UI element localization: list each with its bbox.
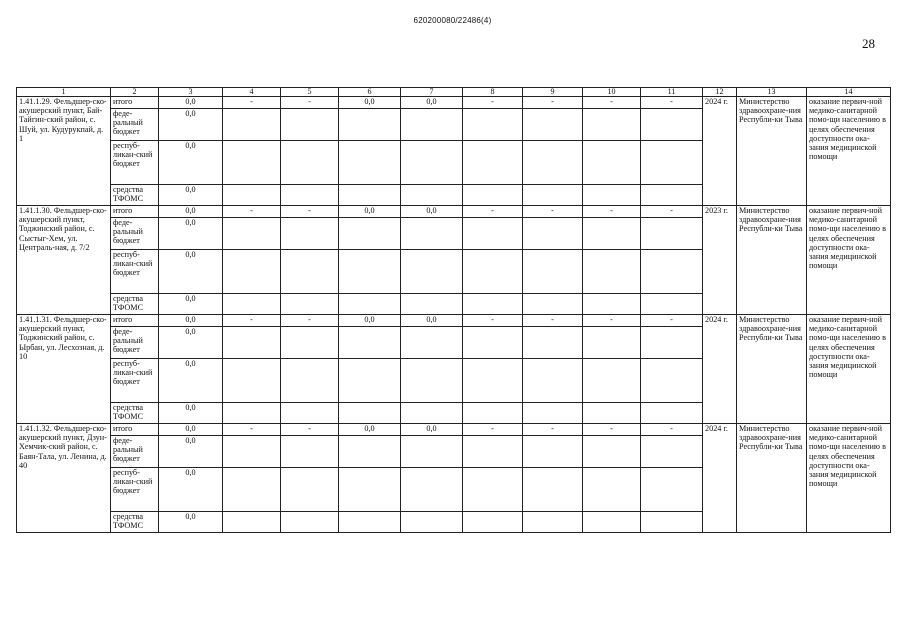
amount-cell: 0,0 [159,109,223,141]
empty-cell [583,141,641,185]
amount-cell: 0,0 [339,315,401,327]
amount-cell: 0,0 [159,468,223,512]
empty-cell [339,218,401,250]
amount-cell: - [583,206,641,218]
empty-cell [523,403,583,424]
amount-cell: 0,0 [339,424,401,436]
empty-cell [523,468,583,512]
amount-cell: - [223,315,281,327]
empty-cell [641,141,703,185]
amount-cell: - [281,97,339,109]
year-cell: 2023 г. [703,206,737,315]
empty-cell [339,250,401,294]
amount-cell: - [281,206,339,218]
header-cell: 6 [339,88,401,97]
empty-cell [523,141,583,185]
amount-cell: - [223,97,281,109]
source-label-itogo: итого [111,206,159,218]
empty-cell [583,359,641,403]
empty-cell [223,512,281,533]
source-label-tfoms: средства ТФОМС [111,403,159,424]
empty-cell [463,403,523,424]
object-name-cell: 1.41.1.32. Фельдшер-ско-акушерский пункт, Дзун-Хемчик-ский район, с. Баян-Тала, ул. Ленина, д. 40 [17,424,111,533]
amount-cell: - [641,97,703,109]
source-label-fed: феде-ральный бюджет [111,436,159,468]
empty-cell [223,294,281,315]
empty-cell [339,512,401,533]
header-cell: 7 [401,88,463,97]
empty-cell [641,294,703,315]
empty-cell [583,185,641,206]
empty-cell [523,294,583,315]
empty-cell [401,327,463,359]
amount-cell: - [523,97,583,109]
empty-cell [641,109,703,141]
empty-cell [641,512,703,533]
empty-cell [401,185,463,206]
amount-cell: - [463,206,523,218]
amount-cell: - [583,424,641,436]
header-cell: 3 [159,88,223,97]
empty-cell [401,512,463,533]
empty-cell [401,436,463,468]
amount-cell: 0,0 [159,294,223,315]
empty-cell [641,468,703,512]
empty-cell [339,468,401,512]
amount-cell: - [641,424,703,436]
empty-cell [523,250,583,294]
amount-cell: 0,0 [159,141,223,185]
amount-cell: - [641,315,703,327]
empty-cell [339,185,401,206]
amount-cell: 0,0 [159,327,223,359]
amount-cell: - [583,97,641,109]
amount-cell: - [281,424,339,436]
empty-cell [281,185,339,206]
empty-cell [463,141,523,185]
amount-cell: - [523,206,583,218]
header-cell: 10 [583,88,641,97]
empty-cell [641,359,703,403]
source-label-resp: респуб-ликан-ский бюджет [111,468,159,512]
amount-cell: 0,0 [401,424,463,436]
empty-cell [339,141,401,185]
empty-cell [281,436,339,468]
amount-cell: - [463,424,523,436]
empty-cell [339,109,401,141]
empty-cell [463,327,523,359]
empty-cell [281,468,339,512]
table-row [17,206,891,218]
empty-cell [339,327,401,359]
document-id: 620200080/22486(4) [413,16,492,25]
table-row [17,97,891,109]
empty-cell [583,512,641,533]
source-label-tfoms: средства ТФОМС [111,185,159,206]
empty-cell [463,250,523,294]
source-label-itogo: итого [111,424,159,436]
object-name-cell: 1.41.1.30. Фельдшер-ско-акушерский пункт, Тоджинский район, с. Сыстыг-Хем, ул. Централь-ная, д. 7/2 [17,206,111,315]
source-label-resp: респуб-ликан-ский бюджет [111,359,159,403]
empty-cell [523,327,583,359]
header-cell: 2 [111,88,159,97]
amount-cell: - [463,97,523,109]
purpose-cell: оказание первич-ной медико-санитарной помо-щи населению в целях обеспечения доступности ока-зания медицинской помощи [807,97,891,206]
amount-cell: - [523,424,583,436]
header-cell: 9 [523,88,583,97]
amount-cell: 0,0 [401,97,463,109]
empty-cell [223,403,281,424]
empty-cell [463,185,523,206]
header-cell: 14 [807,88,891,97]
empty-cell [523,359,583,403]
amount-cell: - [281,315,339,327]
empty-cell [641,327,703,359]
year-cell: 2024 г. [703,315,737,424]
empty-cell [281,294,339,315]
empty-cell [223,109,281,141]
empty-cell [339,436,401,468]
empty-cell [281,250,339,294]
empty-cell [463,294,523,315]
empty-cell [223,436,281,468]
table-row [17,424,891,436]
empty-cell [281,403,339,424]
empty-cell [523,512,583,533]
amount-cell: - [223,206,281,218]
amount-cell: 0,0 [159,97,223,109]
amount-cell: 0,0 [159,250,223,294]
empty-cell [583,436,641,468]
empty-cell [223,141,281,185]
empty-cell [401,250,463,294]
empty-cell [641,436,703,468]
empty-cell [281,109,339,141]
object-name-cell: 1.41.1.31. Фельдшер-ско-акушерский пункт, Тоджинский район, с. Ырбан, ул. Лесхозная, д. 10 [17,315,111,424]
empty-cell [401,294,463,315]
amount-cell: - [583,315,641,327]
amount-cell: 0,0 [159,206,223,218]
empty-cell [523,218,583,250]
source-label-itogo: итого [111,315,159,327]
empty-cell [223,185,281,206]
page-number: 28 [862,36,875,51]
empty-cell [641,250,703,294]
amount-cell: 0,0 [159,403,223,424]
program-table [16,87,891,533]
empty-cell [281,327,339,359]
ministry-cell: Министерство здравоохране-ния Республи-ки Тыва [737,97,807,206]
amount-cell: - [641,206,703,218]
empty-cell [583,294,641,315]
empty-cell [401,403,463,424]
header-cell: 8 [463,88,523,97]
amount-cell: 0,0 [159,218,223,250]
empty-cell [523,436,583,468]
empty-cell [463,109,523,141]
amount-cell: 0,0 [339,206,401,218]
purpose-cell: оказание первич-ной медико-санитарной помо-щи населению в целях обеспечения доступности ока-зания медицинской помощи [807,315,891,424]
amount-cell: 0,0 [159,185,223,206]
amount-cell: - [223,424,281,436]
source-label-fed: феде-ральный бюджет [111,218,159,250]
amount-cell: 0,0 [339,97,401,109]
empty-cell [463,512,523,533]
amount-cell: 0,0 [159,359,223,403]
ministry-cell: Министерство здравоохране-ния Республи-ки Тыва [737,424,807,533]
empty-cell [641,218,703,250]
empty-cell [641,185,703,206]
amount-cell: 0,0 [159,512,223,533]
header-cell: 13 [737,88,807,97]
empty-cell [641,403,703,424]
empty-cell [281,359,339,403]
empty-cell [463,359,523,403]
amount-cell: - [463,315,523,327]
empty-cell [523,185,583,206]
source-label-fed: феде-ральный бюджет [111,109,159,141]
empty-cell [583,250,641,294]
source-label-itogo: итого [111,97,159,109]
empty-cell [583,403,641,424]
object-name-cell: 1.41.1.29. Фельдшер-ско-акушерский пункт, Бай-Тайгин-ский район, с. Шуй, ул. Кудурукпай, д. 1 [17,97,111,206]
header-cell: 12 [703,88,737,97]
empty-cell [463,436,523,468]
empty-cell [583,109,641,141]
source-label-tfoms: средства ТФОМС [111,294,159,315]
empty-cell [339,294,401,315]
empty-cell [281,141,339,185]
empty-cell [583,218,641,250]
empty-cell [583,327,641,359]
amount-cell: 0,0 [159,424,223,436]
empty-cell [401,109,463,141]
empty-cell [401,218,463,250]
amount-cell: 0,0 [159,315,223,327]
source-label-fed: феде-ральный бюджет [111,327,159,359]
source-label-resp: респуб-ликан-ский бюджет [111,141,159,185]
amount-cell: - [523,315,583,327]
empty-cell [401,141,463,185]
empty-cell [281,512,339,533]
empty-cell [223,468,281,512]
purpose-cell: оказание первич-ной медико-санитарной помо-щи населению в целях обеспечения доступности ока-зания медицинской помощи [807,206,891,315]
empty-cell [401,468,463,512]
empty-cell [401,359,463,403]
ministry-cell: Министерство здравоохране-ния Республи-ки Тыва [737,315,807,424]
empty-cell [339,359,401,403]
ministry-cell: Министерство здравоохране-ния Республи-ки Тыва [737,206,807,315]
source-label-tfoms: средства ТФОМС [111,512,159,533]
header-cell: 4 [223,88,281,97]
empty-cell [339,403,401,424]
year-cell: 2024 г. [703,424,737,533]
empty-cell [281,218,339,250]
amount-cell: 0,0 [401,206,463,218]
empty-cell [523,109,583,141]
header-cell: 11 [641,88,703,97]
amount-cell: 0,0 [401,315,463,327]
empty-cell [463,218,523,250]
table-header-row [17,88,891,97]
header-cell: 5 [281,88,339,97]
purpose-cell: оказание первич-ной медико-санитарной помо-щи населению в целях обеспечения доступности ока-зания медицинской помощи [807,424,891,533]
amount-cell: 0,0 [159,436,223,468]
header-cell: 1 [17,88,111,97]
source-label-resp: респуб-ликан-ский бюджет [111,250,159,294]
table-row [17,315,891,327]
empty-cell [223,327,281,359]
empty-cell [223,359,281,403]
empty-cell [583,468,641,512]
year-cell: 2024 г. [703,97,737,206]
empty-cell [463,468,523,512]
empty-cell [223,250,281,294]
empty-cell [223,218,281,250]
